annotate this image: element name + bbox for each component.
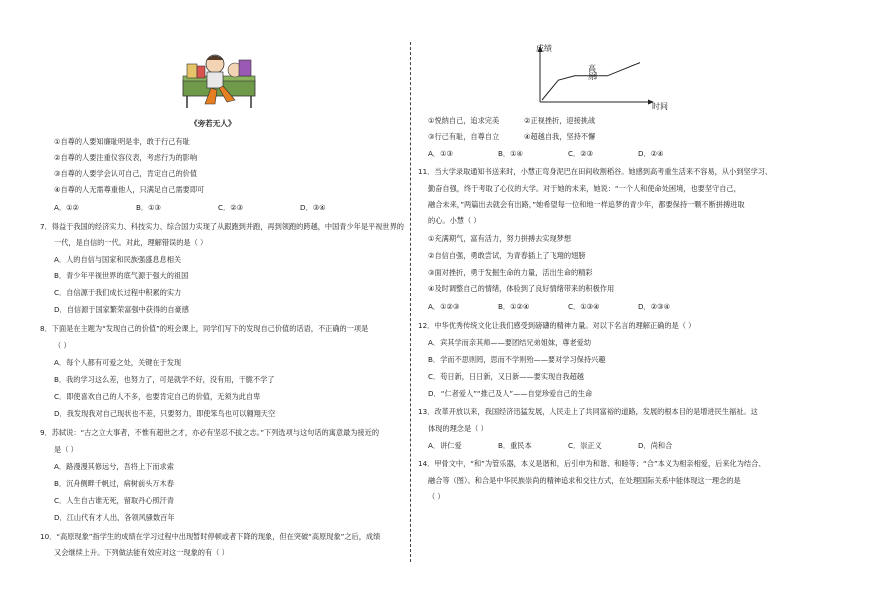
q9-stem-1: 9．苏轼说：“古之立大事者，不惟有超世之才，亦必有坚忍不拔之志。”下列选项与这句话的寓意最为接近的	[40, 428, 380, 437]
q13-option-c[interactable]: C．崇正义	[568, 441, 602, 450]
chart-ylabel: 成绩	[536, 44, 552, 53]
q8-option-c[interactable]: C．即使喜欢自己的人不多，也要肯定自己的价值，无须为此自卑	[54, 392, 261, 401]
q10-option-c[interactable]: C．②③	[568, 149, 594, 158]
q10-item-row-1	[428, 116, 595, 125]
q6-item-3: ③自尊的人要学会认可自己，肯定自己的价值	[54, 169, 198, 178]
q6-item-2: ②自尊的人要注重仪容仪表，考虑行为的影响	[54, 153, 198, 162]
q6-item-1: ①自尊的人要知廉耻明是非，敢于行己有耻	[54, 137, 190, 146]
chart-annotation: 高原	[587, 64, 597, 80]
q12-stem: 12．中华优秀传统文化让我们感受到磅礴的精神力量。对以下名言的理解正确的是（ ）	[418, 321, 696, 330]
q9-stem-2: 是（ ）	[54, 445, 78, 454]
q7-stem-1: 7．得益于我国的经济实力、科技实力、综合国力实现了从跟跑到并跑，再到领跑的跨越，中国青少年是平视世界的	[40, 222, 404, 231]
q8-stem-1: 8．下面是在主题为“发现自己的价值”的班会课上，同学们写下的发现自己价值的话语，不正确的一项是	[40, 324, 369, 333]
cartoon-illustration	[175, 50, 265, 112]
q8-option-b[interactable]: B．我的学习这么差，也努力了，可是就学不好，没有用，干脆不学了	[54, 375, 275, 384]
q14-stem-3: （ ）	[428, 492, 445, 501]
q13-option-b[interactable]: B．重民本	[498, 441, 532, 450]
q9-option-c[interactable]: C．人生自古谁无死，留取丹心照汗青	[54, 496, 175, 505]
q7-option-b[interactable]: B．青少年平视世界的底气源于强大的祖国	[54, 271, 189, 280]
q13-stem-2: 体现的理念是（ ）	[428, 424, 488, 433]
chart-xlabel: 时间	[652, 102, 668, 111]
cartoon-caption: 《旁若无人》	[190, 119, 236, 128]
q11-stem-1: 11．当大学录取通知书送来时，小慧正弯身泥巴在田间收割稻谷。她感到高考重生活来不容易，从小到坚学习、	[418, 167, 773, 176]
q11-stem-4: 的心。小慧（ ）	[428, 216, 481, 225]
q6-option-d[interactable]: D．③④	[300, 203, 326, 212]
q10-item-row-2	[428, 132, 595, 141]
q10-option-a[interactable]: A．①③	[428, 149, 453, 158]
q11-options	[428, 302, 670, 311]
q10-option-b[interactable]: B．①④	[498, 149, 524, 158]
q10-item-4: ④超越自我，坚持不懈	[524, 132, 596, 141]
q8-stem-2: （ ）	[54, 341, 71, 350]
q10-stem-1: 10．“高原现象”指学生的成绩在学习过程中出现暂时停顿或者下降的现象，但在突破“高原现象”之后，成绩	[40, 532, 381, 541]
q11-stem-3: 融合未来，”两篇出去就会有出路，”她希望每一位和地一样追梦的青少年，都要保持一颗不断拼搏进取	[428, 200, 745, 209]
q6-options	[54, 203, 326, 212]
plateau-line-chart	[528, 42, 678, 112]
q13-option-a[interactable]: A．讲仁爱	[428, 441, 462, 450]
q12-option-c[interactable]: C．苟日新，日日新，又日新——要实现自我超越	[428, 372, 584, 381]
q11-item-3: ③面对挫折，勇于发掘生命的力量，活出生命的精彩	[428, 268, 593, 277]
q12-option-d[interactable]: D．“仁者爱人”“推己及人”——自觉珍爱自己的生命	[428, 389, 593, 398]
q10-options	[428, 149, 664, 158]
q11-option-a[interactable]: A．①②③	[428, 302, 460, 311]
q11-option-b[interactable]: B．①②④	[498, 302, 530, 311]
q13-options	[428, 441, 672, 450]
q12-option-b[interactable]: B．学而不思则罔，思而不学则殆——要对学习保持兴趣	[428, 355, 606, 364]
q11-item-1: ①充满期气，富有活力，努力拼搏去实现梦想	[428, 234, 572, 243]
q12-option-a[interactable]: A．宾其学而亲其师——要团结兄弟姐妹，尊老爱幼	[428, 338, 592, 347]
q10-item-1: ①悦纳自己，追求完美	[428, 116, 500, 125]
q11-option-d[interactable]: D．②③④	[638, 302, 671, 311]
column-divider	[410, 42, 411, 562]
q9-option-b[interactable]: B．沉舟侧畔千帆过，病树前头万木春	[54, 479, 174, 488]
q10-item-3: ③行己有耻，自尊自立	[428, 132, 500, 141]
q6-option-c[interactable]: C．②③	[218, 203, 244, 212]
q10-option-d[interactable]: D．②④	[638, 149, 664, 158]
q6-option-a[interactable]: A．①②	[54, 203, 79, 212]
q6-option-b[interactable]: B．①③	[136, 203, 162, 212]
q13-option-d[interactable]: D．尚和合	[638, 441, 673, 450]
q6-item-4: ④自尊的人无需尊重他人，只满足自己需要即可	[54, 185, 205, 194]
q11-option-c[interactable]: C．①③④	[568, 302, 600, 311]
q10-item-2: ②正视挫折，迎接挑战	[524, 116, 596, 125]
q14-stem-1: 14．甲骨文中，“和”为管乐器，本义是谐和，后引申为和谐、和睦等；“合”本义为相亲相爱，后来化为结合、	[418, 459, 766, 468]
q9-option-d[interactable]: D．江山代有才人出，各领风骚数百年	[54, 513, 175, 522]
q8-option-d[interactable]: D．我发现我对自己现状也不差，只要努力，即使笨鸟也可以翱翔天空	[54, 409, 276, 418]
q7-stem-2: 一代，是自信的一代。对此，理解错误的是（ ）	[54, 238, 208, 247]
q7-option-d[interactable]: D．自信源于国家繁荣富强中获得的自豪感	[54, 305, 189, 314]
q7-option-c[interactable]: C．自信源于我们成长过程中积累的实力	[54, 288, 182, 297]
q11-stem-2: 勤奋自强，终于考取了心仪的大学。对于她的未来，她说：“一个人和使命处困境，也要坚守自己，	[428, 184, 741, 193]
q9-option-a[interactable]: A．路漫漫其修远兮，吾将上下而求索	[54, 462, 174, 471]
q10-stem-2: 又会继续上升。下列做法能有效应对这一现象的有（ ）	[54, 548, 229, 557]
q11-item-4: ④及时调整自己的情绪，体验到了良好情绪带来的积极作用	[428, 284, 615, 293]
q13-stem-1: 13．改革开放以来，我国经济迅猛发展，人民走上了共同富裕的道路，发展的根本目的是增进民生福祉。这	[418, 407, 758, 416]
q8-option-a[interactable]: A．每个人都有可爱之处，关键在于发现	[54, 358, 182, 367]
q14-stem-2: 融合等（图）。和合是中华民族崇尚的精神追求和交往方式，在处理国际关系中能体现这一理念的是	[428, 476, 741, 485]
q11-item-2: ②自信自强，勇敢尝试，为青春插上了飞翔的翅膀	[428, 251, 586, 260]
q7-option-a[interactable]: A．人的自信与国家和民族强盛息息相关	[54, 255, 182, 264]
